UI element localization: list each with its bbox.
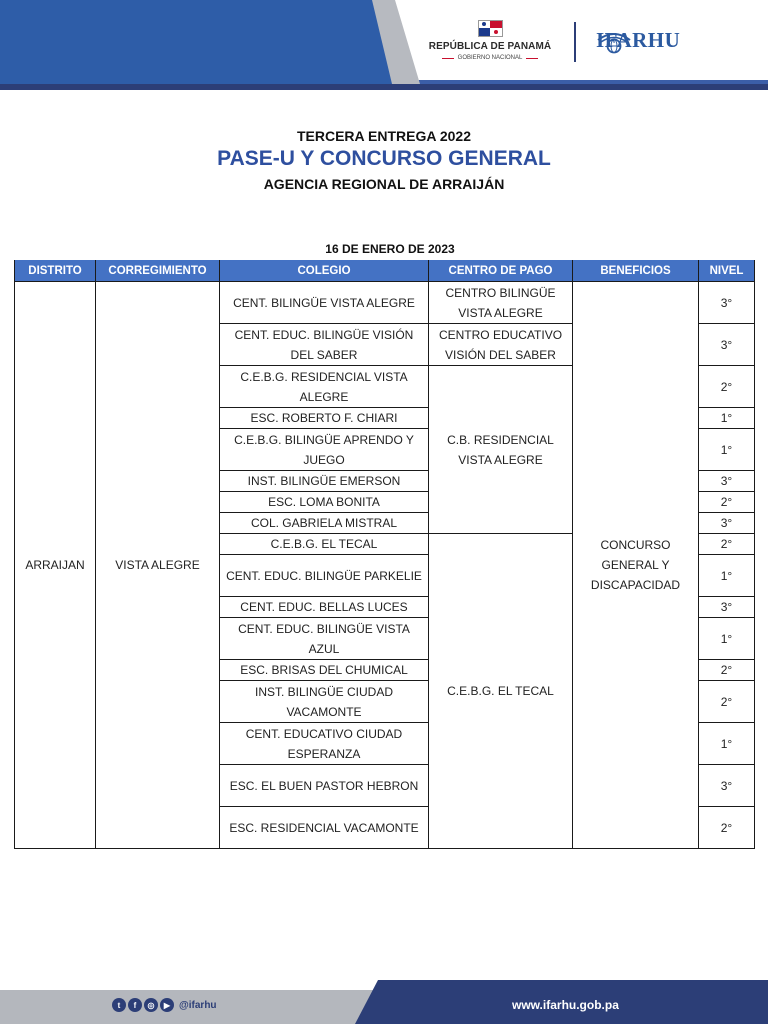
social-links [112,998,217,1012]
logo-divider [574,22,576,62]
website-link[interactable]: www.ifarhu.gob.pa [512,998,619,1012]
cell-nivel: 1° [699,408,755,429]
cell-colegio: CENT. EDUCATIVO CIUDAD ESPERANZA [220,723,429,765]
page-header [0,0,768,92]
cell-centro-de-pago: CENTRO EDUCATIVO VISIÓN DEL SABER [429,324,573,366]
cell-nivel: 3° [699,324,755,366]
header-distrito: DISTRITO [15,260,96,282]
cell-nivel: 2° [699,366,755,408]
cell-colegio: C.E.B.G. BILINGÜE APRENDO Y JUEGO [220,429,429,471]
cell-nivel: 1° [699,723,755,765]
header-nivel: NIVEL [699,260,755,282]
cell-nivel: 2° [699,681,755,723]
cell-distrito: ARRAIJAN [15,282,96,849]
cell-colegio: INST. BILINGÜE CIUDAD VACAMONTE [220,681,429,723]
title-line-1: TERCERA ENTREGA 2022 [296,128,471,144]
header-colegio: COLEGIO [220,260,429,282]
cell-nivel: 3° [699,282,755,324]
cell-colegio: ESC. RESIDENCIAL VACAMONTE [220,807,429,849]
document-date: 16 DE ENERO DE 2023 [325,242,455,256]
cell-colegio: CENT. EDUC. BILINGÜE VISTA AZUL [220,618,429,660]
cell-nivel: 2° [699,492,755,513]
cell-centro-de-pago: C.B. RESIDENCIAL VISTA ALEGRE [429,366,573,534]
cell-colegio: CENT. EDUC. BILINGÜE PARKELIE [220,555,429,597]
cell-colegio: ESC. ROBERTO F. CHIARI [220,408,429,429]
cell-nivel: 1° [699,618,755,660]
panama-flag-icon [478,20,502,36]
cell-nivel: 2° [699,807,755,849]
cell-nivel: 3° [699,765,755,807]
instagram-icon[interactable]: ◎ [144,998,158,1012]
youtube-icon[interactable]: ▶ [160,998,174,1012]
cell-colegio: ESC. LOMA BONITA [220,492,429,513]
social-handle[interactable]: @ifarhu [179,999,217,1011]
ifarhu-emblem-icon [596,28,632,54]
header-beneficios: BENEFICIOS [573,260,699,282]
cell-colegio: ESC. EL BUEN PASTOR HEBRON [220,765,429,807]
cell-nivel: 1° [699,555,755,597]
cell-nivel: 2° [699,534,755,555]
cell-nivel: 2° [699,660,755,681]
cell-colegio: CENT. BILINGÜE VISTA ALEGRE [220,282,429,324]
cell-centro-de-pago: CENTRO BILINGÜE VISTA ALEGRE [429,282,573,324]
cell-colegio: C.E.B.G. EL TECAL [220,534,429,555]
header-centro-de-pago: CENTRO DE PAGO [429,260,573,282]
government-subtitle: GOBIERNO NACIONAL [457,55,523,61]
table-header-row [15,260,755,282]
title-line-3: AGENCIA REGIONAL DE ARRAIJÁN [263,176,505,192]
table-row [15,282,755,324]
cell-nivel: 3° [699,513,755,534]
cell-nivel: 1° [699,429,755,471]
cell-colegio: INST. BILINGÜE EMERSON [220,471,429,492]
cell-colegio: CENT. EDUC. BILINGÜE VISIÓN DEL SABER [220,324,429,366]
ifarhu-logo [596,28,680,53]
government-logo [422,20,558,61]
brand-name: IFARHU [596,28,681,52]
cell-nivel: 3° [699,471,755,492]
schools-table [14,260,755,849]
facebook-icon[interactable]: f [128,998,142,1012]
cell-colegio: C.E.B.G. RESIDENCIAL VISTA ALEGRE [220,366,429,408]
cell-corregimiento: VISTA ALEGRE [96,282,220,849]
cell-nivel: 3° [699,597,755,618]
cell-beneficios: CONCURSO GENERAL Y DISCAPACIDAD [573,282,699,849]
cell-colegio: COL. GABRIELA MISTRAL [220,513,429,534]
title-line-2: PASE-U Y CONCURSO GENERAL [217,147,551,170]
cell-colegio: ESC. BRISAS DEL CHUMICAL [220,660,429,681]
cell-centro-de-pago: C.E.B.G. EL TECAL [429,534,573,849]
header-corregimiento: CORREGIMIENTO [96,260,220,282]
government-title: REPÚBLICA DE PANAMÁ [428,41,552,52]
cell-colegio: CENT. EDUC. BELLAS LUCES [220,597,429,618]
twitter-icon[interactable]: t [112,998,126,1012]
